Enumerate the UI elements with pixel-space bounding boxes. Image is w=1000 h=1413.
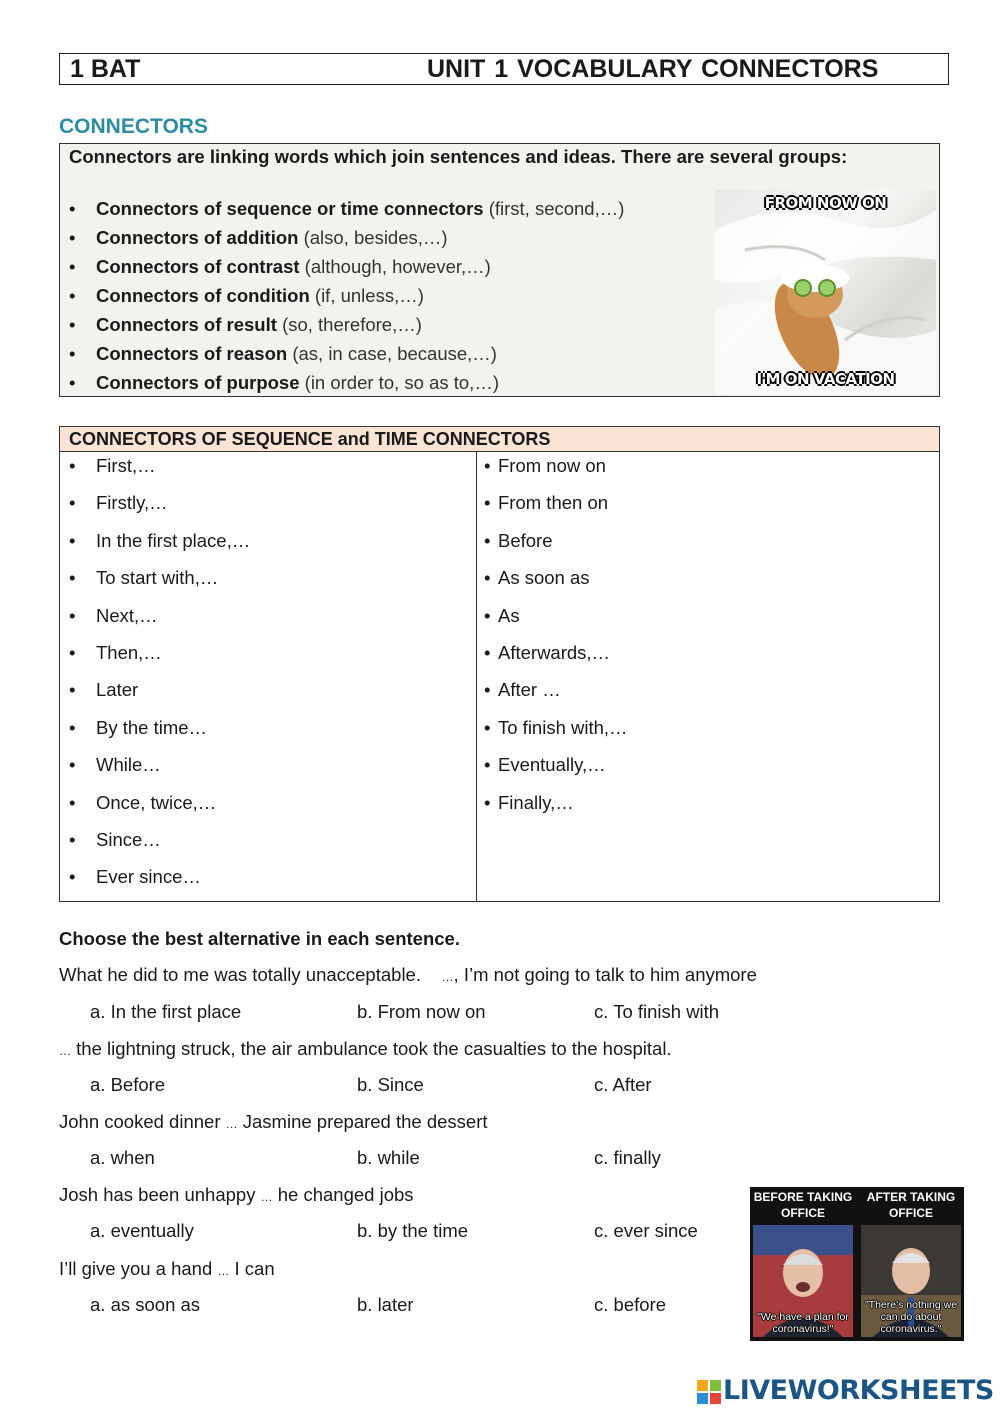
list-item: • By the time… bbox=[69, 716, 208, 738]
list-item: • Ever since… bbox=[69, 866, 201, 888]
meme-bottom-caption: I'M ON VACATION bbox=[756, 370, 895, 388]
list-item: • Connectors of purpose (in order to, so as to,…) bbox=[69, 372, 499, 393]
list-item: • Connectors of addition (also, besides,…) bbox=[69, 227, 448, 248]
list-item: • Connectors of reason (as, in case, because,…) bbox=[69, 343, 497, 364]
brand-text: LIVEWORKSHEETS bbox=[723, 1375, 994, 1406]
list-item: • Connectors of sequence or time connectors (first, second,…) bbox=[69, 198, 625, 219]
cat-spa-illustration bbox=[715, 190, 936, 394]
vacation-meme-image bbox=[715, 190, 936, 394]
before-quote: "We have a plan for coronavirus!" bbox=[757, 1311, 849, 1335]
option-c[interactable]: c. before bbox=[594, 1294, 666, 1315]
exercise-title: Choose the best alternative in each sentence. bbox=[59, 928, 460, 949]
list-item: • Then,… bbox=[69, 641, 162, 663]
list-item: • Before bbox=[484, 529, 553, 551]
option-a[interactable]: a. Before bbox=[90, 1074, 166, 1095]
list-item: • Firstly,… bbox=[69, 492, 168, 514]
question-4-sentence: Josh has been unhappy … he changed jobs bbox=[59, 1184, 414, 1205]
question-5-sentence: I’ll give you a hand … I can bbox=[59, 1258, 275, 1279]
option-a[interactable]: a. eventually bbox=[90, 1220, 194, 1241]
list-item: • From then on bbox=[484, 492, 609, 514]
before-label: BEFORE TAKING OFFICE bbox=[753, 1190, 853, 1220]
unit-title: UNIT 1 VOCABULARY CONNECTORS bbox=[427, 55, 879, 83]
list-item: • Next,… bbox=[69, 604, 158, 626]
meme-after-panel bbox=[858, 1187, 964, 1341]
answer-gap[interactable]: … bbox=[260, 1190, 273, 1204]
meme-before-panel bbox=[750, 1187, 856, 1341]
liveworksheets-icon bbox=[697, 1380, 721, 1404]
list-item: • While… bbox=[69, 754, 161, 776]
answer-gap[interactable]: … bbox=[441, 970, 454, 984]
list-item: • Connectors of condition (if, unless,…) bbox=[69, 285, 424, 306]
list-item: • Since… bbox=[69, 828, 161, 850]
list-item: • In the first place,… bbox=[69, 529, 251, 551]
answer-gap[interactable]: … bbox=[217, 1264, 230, 1278]
connector-groups-list bbox=[69, 194, 624, 397]
option-c[interactable]: c. After bbox=[594, 1074, 652, 1095]
option-c[interactable]: c. ever since bbox=[594, 1220, 698, 1241]
list-item: • Eventually,… bbox=[484, 754, 606, 776]
answer-gap[interactable]: … bbox=[225, 1117, 238, 1131]
list-item: • To finish with,… bbox=[484, 716, 628, 738]
option-b[interactable]: b. by the time bbox=[357, 1220, 469, 1241]
option-b[interactable]: b. while bbox=[357, 1147, 420, 1168]
intro-box bbox=[59, 143, 940, 397]
list-item: • After … bbox=[484, 679, 561, 701]
list-item: • To start with,… bbox=[69, 567, 219, 589]
header-box bbox=[59, 53, 949, 85]
left-column bbox=[69, 454, 250, 903]
list-item: • First,… bbox=[69, 455, 156, 476]
right-column bbox=[484, 454, 628, 828]
before-after-meme-image bbox=[750, 1187, 964, 1341]
option-a[interactable]: a. In the first place bbox=[90, 1001, 242, 1022]
option-a[interactable]: a. as soon as bbox=[90, 1294, 201, 1315]
question-3-sentence: John cooked dinner … Jasmine prepared the dessert bbox=[59, 1111, 488, 1132]
list-item: • As soon as bbox=[484, 567, 590, 589]
option-c[interactable]: c. To finish with bbox=[594, 1001, 720, 1022]
option-b[interactable]: b. From now on bbox=[357, 1001, 486, 1022]
course-label: 1 BAT bbox=[70, 55, 141, 83]
list-item: • Once, twice,… bbox=[69, 791, 217, 813]
answer-gap[interactable]: … bbox=[59, 1044, 71, 1058]
question-2-sentence: … the lightning struck, the air ambulance took the casualties to the hospital. bbox=[59, 1038, 672, 1059]
option-a[interactable]: a. when bbox=[90, 1147, 155, 1168]
list-item: • Later bbox=[69, 679, 139, 701]
list-item: • From now on bbox=[484, 455, 606, 476]
liveworksheets-logo bbox=[697, 1375, 994, 1409]
question-1-sentence: What he did to me was totally unacceptable. …, I’m not going to talk to him anymore bbox=[59, 964, 757, 985]
list-item: • Connectors of contrast (although, however,…) bbox=[69, 256, 491, 277]
option-b[interactable]: b. Since bbox=[357, 1074, 424, 1095]
list-item: • Afterwards,… bbox=[484, 641, 611, 663]
after-label: AFTER TAKING OFFICE bbox=[866, 1190, 956, 1220]
list-item: • Finally,… bbox=[484, 791, 574, 813]
section-title: CONNECTORS bbox=[59, 115, 208, 138]
sequence-connectors-table bbox=[59, 426, 940, 902]
table-header: CONNECTORS OF SEQUENCE and TIME CONNECTORS bbox=[60, 427, 939, 452]
list-item: • Connectors of result (so, therefore,…) bbox=[69, 314, 422, 335]
meme-top-caption: FROM NOW ON bbox=[764, 194, 887, 212]
list-item: • As bbox=[484, 604, 520, 626]
after-quote: "There's nothing we can do about coronavirus." bbox=[864, 1299, 958, 1335]
option-c[interactable]: c. finally bbox=[594, 1147, 661, 1168]
option-b[interactable]: b. later bbox=[357, 1294, 414, 1315]
intro-text: Connectors are linking words which join sentences and ideas. There are several groups: bbox=[69, 146, 848, 167]
column-divider bbox=[476, 452, 477, 901]
